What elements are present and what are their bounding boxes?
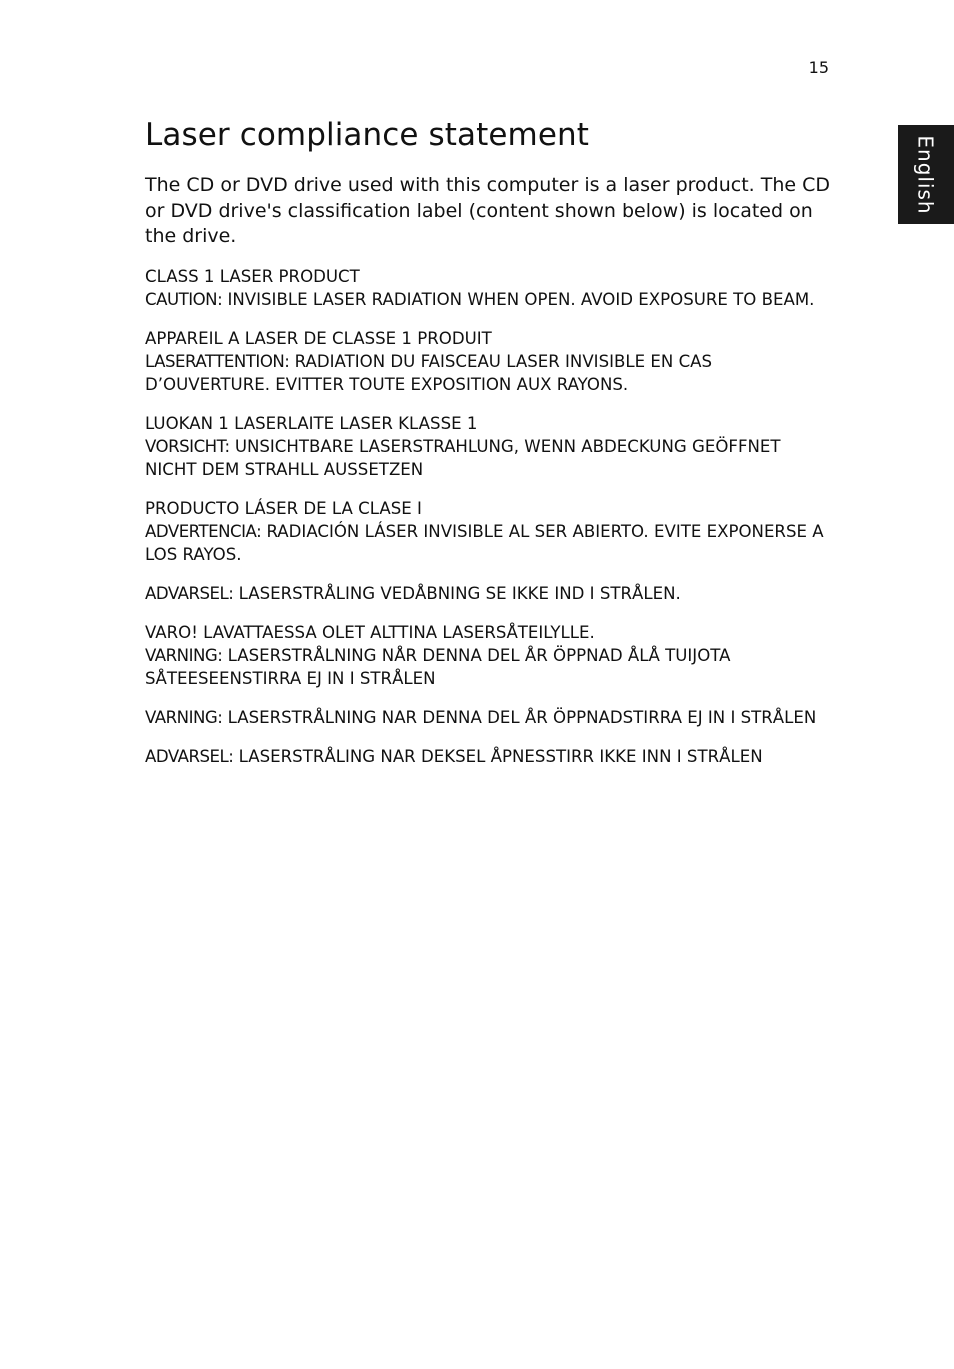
language-tab-label: English (914, 134, 938, 215)
block-body (145, 745, 835, 768)
warning-text: RADIATION DU FAISCEAU LASER INVISIBLE EN CAS D’OUVERTURE. EVITTER TOUTE EXPOSITION AUX RAYONS. (145, 351, 713, 394)
block-body (145, 435, 835, 481)
label-block-swedish (145, 706, 835, 729)
label-block-english (145, 265, 835, 311)
block-heading: LUOKAN 1 LASERLAITE LASER KLASSE 1 (145, 413, 478, 433)
label-block-german (145, 412, 835, 481)
label-block-norwegian (145, 745, 835, 768)
page-number: 15 (808, 58, 829, 77)
block-body (145, 582, 835, 605)
label-block-french (145, 327, 835, 396)
warning-label: VARNING: (145, 645, 223, 665)
label-block-finnish-swedish (145, 621, 835, 690)
page-title: Laser compliance statement (145, 117, 590, 153)
warning-label: VARNING: (145, 707, 223, 727)
block-body (145, 706, 835, 729)
intro-paragraph: The CD or DVD drive used with this computer is a laser product. The CD or DVD drive's classification label (content shown below) is located on the drive. (145, 174, 831, 247)
block-body (145, 644, 835, 690)
warning-text: LASERSTRÅLING NAR DEKSEL ÅPNESSTIRR IKKE INN I STRÅLEN (233, 746, 763, 766)
label-block-spanish (145, 497, 835, 566)
warning-label: ADVERTENCIA: (145, 521, 262, 541)
warning-text: INVISIBLE LASER RADIATION WHEN OPEN. AVOID EXPOSURE TO BEAM. (222, 289, 815, 309)
block-heading: VARO! LAVATTAESSA OLET ALTTINA LASERSÅTEILYLLE. (145, 622, 595, 642)
warning-label: ADVARSEL: (145, 583, 234, 603)
language-tab (898, 125, 954, 224)
warning-text: LASERSTRÅLNING NAR DENNA DEL ÅR ÖPPNADSTIRRA EJ IN I STRÅLEN (222, 707, 817, 727)
warning-text: LASERSTRÅLING VEDÅBNING SE IKKE IND I STRÅLEN. (233, 583, 681, 603)
block-heading: PRODUCTO LÁSER DE LA CLASE I (145, 498, 422, 518)
warning-label: ADVARSEL: (145, 746, 234, 766)
label-block-danish (145, 582, 835, 605)
page-content (145, 115, 835, 784)
block-body (145, 288, 835, 311)
warning-text: UNSICHTBARE LASERSTRAHLUNG, WENN ABDECKUNG GEÖFFNET NICHT DEM STRAHLL AUSSETZEN (145, 436, 781, 479)
warning-text: LASERSTRÅLNING NÅR DENNA DEL ÅR ÖPPNAD ÅLÅ TUIJOTA SÅTEESEENSTIRRA EJ IN I STRÅLEN (145, 645, 731, 688)
warning-label: CAUTION: (145, 289, 223, 309)
warning-label: VORSICHT: (145, 436, 230, 456)
block-body (145, 520, 835, 566)
block-body (145, 350, 835, 396)
warning-label: LASERATTENTION: (145, 351, 290, 371)
warning-text: RADIACIÓN LÁSER INVISIBLE AL SER ABIERTO. EVITE EXPONERSE A LOS RAYOS. (145, 521, 824, 564)
block-heading: CLASS 1 LASER PRODUCT (145, 266, 360, 286)
block-heading: APPAREIL A LASER DE CLASSE 1 PRODUIT (145, 328, 492, 348)
